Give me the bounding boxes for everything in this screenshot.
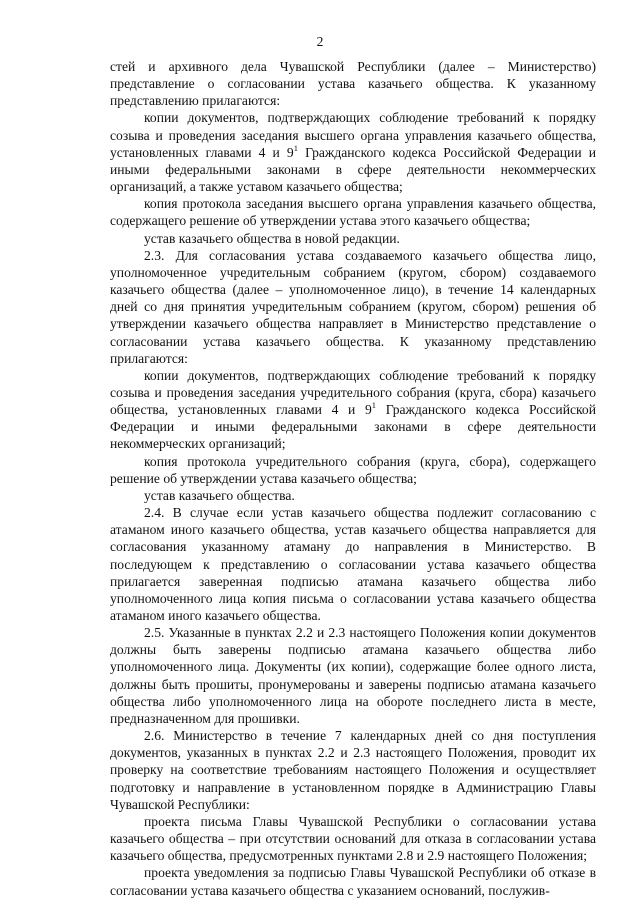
superscript: 1 (371, 400, 377, 411)
paragraph-2: копии документов, подтверждающих соблюдение требований к порядку созыва и проведения заседания высшего органа управления казачьего общества, установленных главами 4 и $9^1$ Гражданского кодекса Российской Федерации и иными федеральными законами в сфере деятельности некоммерческих организаций, а также уставом казачьего общества; (110, 110, 596, 195)
page-number: 2 (316, 34, 324, 49)
document-body (110, 58, 596, 899)
paragraph-7: копия протокола учредительного собрания (круга, сбора), содержащего решение об утверждении устава казачьего общества; (110, 453, 596, 486)
paragraph-11: 2.6. Министерство в течение 7 календарных дней со дня поступления документов, указанных в пунктах 2.2 и 2.3 настоящего Положения, проводит их проверку на соответствие требованиям настоящего Положения и осуществляет подготовку и направление в установленном порядке в Администрацию Главы Чувашской Республики: (110, 728, 596, 812)
paragraph-3: копия протокола заседания высшего органа управления казачьего общества, содержащего решение об утверждении устава этого казачьего общества; (110, 196, 596, 229)
paragraph-6: копии документов, подтверждающих соблюдение требований к порядку созыва и проведения заседания учредительного собрания (круга, сбора) казачьего общества, установленных главами 4 и $9^1$ Гражданского кодекса Российской Федерации и иными федеральными законами в сфере деятельности некоммерческих организаций; (110, 367, 596, 452)
paragraph-12: проекта письма Главы Чувашской Республики о согласовании устава казачьего общества – при отсутствии оснований для отказа в согласовании устава казачьего общества, предусмотренных пунктами 2.8 и 2.9 настоящего Положения; (110, 813, 596, 864)
paragraph-5: 2.3. Для согласования устава создаваемого казачьего общества лицо, уполномоченное учредительным собранием (кругом, сбором) создаваемого казачьего общества (далее – уполномоченное лицо), в течение 14 календарных дней со дня принятия учредительным собранием (кругом, сбором) решения об утверждении казачьего общества направляет в Министерство представление о согласовании устава казачьего общества. К указанному представлению прилагаются: (110, 247, 596, 366)
paragraph-13: проекта уведомления за подписью Главы Чувашской Республики об отказе в согласовании устава казачьего общества с указанием оснований, послужив- (110, 865, 596, 898)
paragraph-9: 2.4. В случае если устав казачьего общества подлежит согласованию с атаманом иного казачьего общества, устав казачьего общества направляется для согласования указанному атаману до направления в Министерство. В последующем к представлению о согласовании устава казачьего общества прилагается заверенная подписью атамана казачьего общества либо уполномоченного лица копия письма о согласовании устава казачьего общества атаманом иного казачьего общества. (110, 505, 596, 623)
paragraph-1: стей и архивного дела Чувашской Республики (далее – Министерство) представление о согласовании устава казачьего общества. К указанному представлению прилагаются: (110, 59, 596, 109)
paragraph-10: 2.5. Указанные в пунктах 2.2 и 2.3 настоящего Положения копии документов должны быть заверены подписью атамана казачьего общества либо уполномоченного лица. Документы (их копии), содержащие более одного листа, должны быть прошиты, пронумерованы и заверены подписью атамана казачьего общества либо уполномоченного лица на обороте последнего листа в месте, предназначенном для прошивки. (110, 625, 596, 726)
paragraph-8: устав казачьего общества. (144, 487, 295, 503)
superscript: 1 (293, 142, 298, 153)
paragraph-4: устав казачьего общества в новой редакции. (144, 230, 400, 246)
